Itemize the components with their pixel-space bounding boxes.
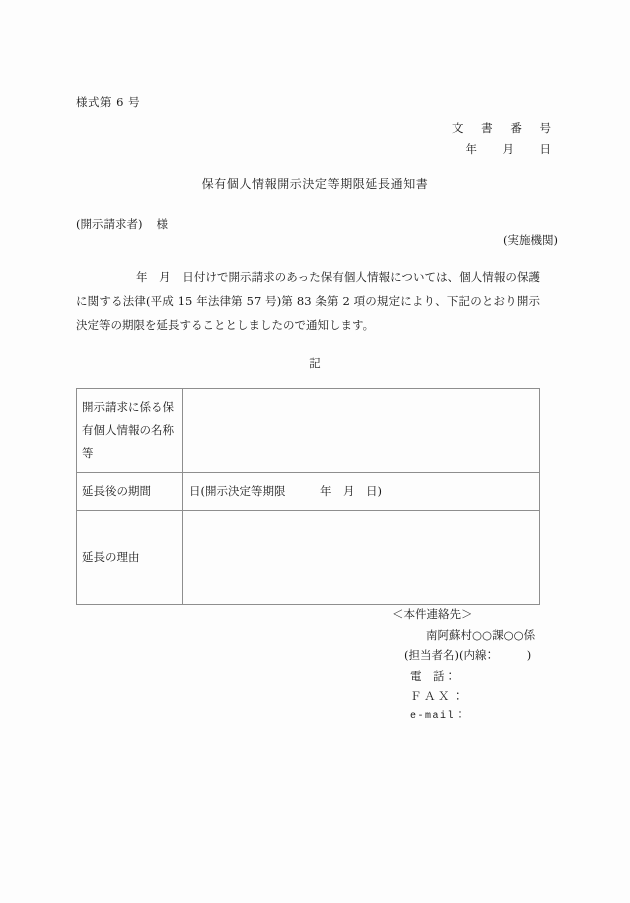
row-value-information-name[interactable] xyxy=(183,389,540,473)
form-table xyxy=(76,388,540,605)
row-value-extension-reason[interactable] xyxy=(183,511,540,605)
document-date-label: 年 月 日 xyxy=(465,142,558,156)
agency-label: (実施機関) xyxy=(503,233,558,247)
honorific-label: 様 xyxy=(156,217,168,231)
row-label-extended-period: 延長後の期間 xyxy=(77,473,183,511)
ki-marker: 記 xyxy=(309,356,321,370)
page-title: 保有個人情報開示決定等期限延長通知書 xyxy=(201,177,429,191)
body-text: 年 月 日付けで開示請求のあった保有個人情報については、個人情報の保護に関する法律(平成 15 年法律第 57 号)第 83 条第 2 項の規定により、下記のとおり開示決定等の期限を延長することとしましたので通知します。 xyxy=(76,270,540,332)
requester-label: (開示請求者) xyxy=(76,217,143,231)
contact-block xyxy=(392,604,535,727)
form-number: 様式第 6 号 xyxy=(76,95,141,109)
row-label-extension-reason: 延長の理由 xyxy=(77,511,183,605)
contact-person-extension: (担当者名)(内線： ) xyxy=(404,648,532,662)
row-label-information-name: 開示請求に係る保有個人情報の名称等 xyxy=(77,389,183,473)
contact-email-label: e-mail： xyxy=(410,710,467,722)
document-meta xyxy=(452,118,558,160)
contact-fax-label: ＦＡＸ： xyxy=(410,689,466,703)
addressee-line xyxy=(76,216,168,232)
contact-tel-label: 電 話： xyxy=(410,668,456,683)
body-paragraph xyxy=(76,265,540,337)
table-row xyxy=(77,511,540,605)
document-number-label: 文 書 番 号 xyxy=(452,121,558,135)
contact-heading: ＜本件連絡先＞ xyxy=(392,607,473,621)
table-row xyxy=(77,389,540,473)
table-row xyxy=(77,473,540,511)
contact-organization: 南阿蘇村○○課○○係 xyxy=(426,627,536,642)
row-value-extended-period[interactable]: 日(開示決定等期限 年 月 日) xyxy=(183,473,540,511)
